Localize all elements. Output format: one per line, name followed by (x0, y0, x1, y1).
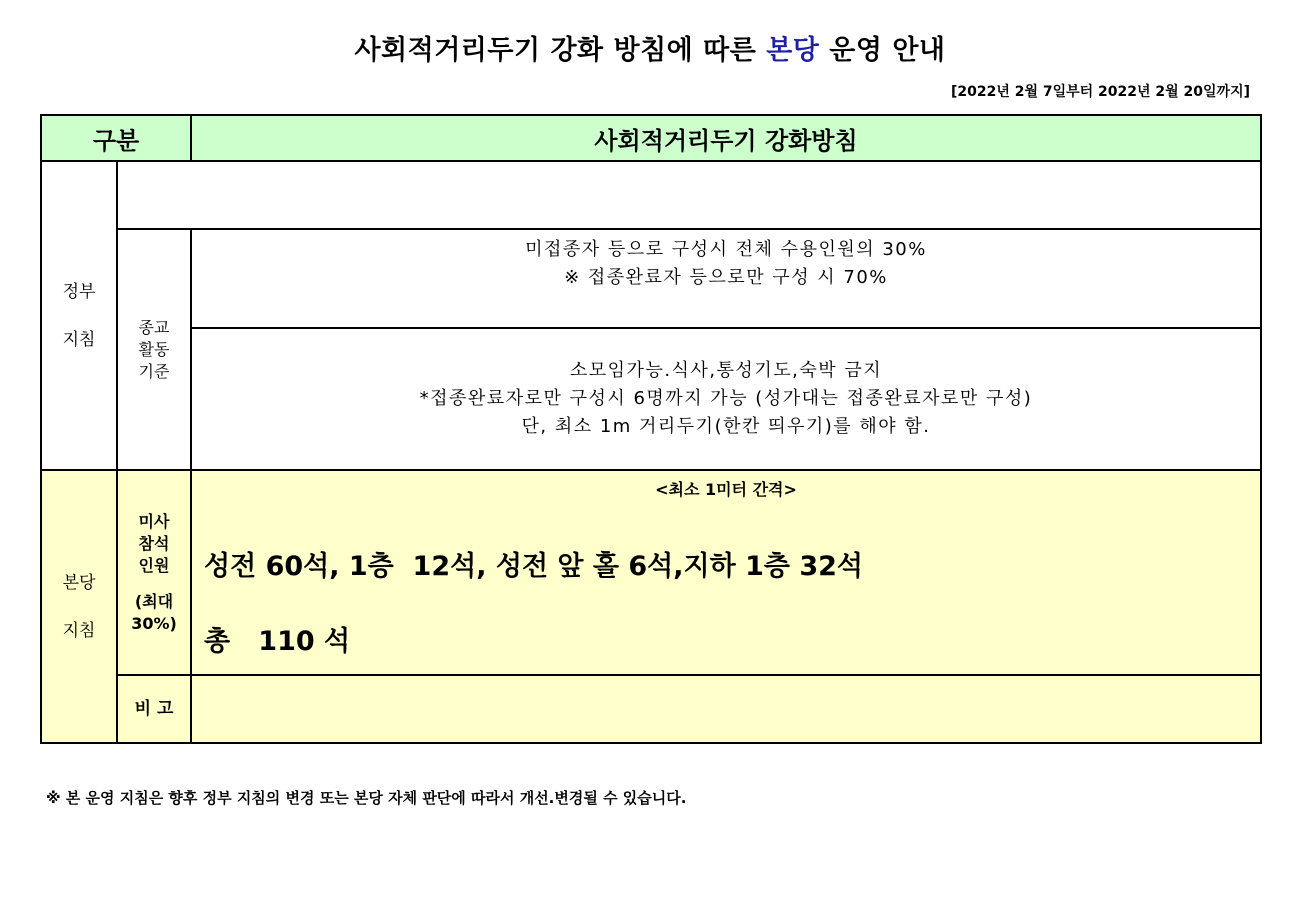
activity-cell (191, 328, 1261, 470)
government-activity-row (41, 328, 1261, 470)
religion-label-cell (117, 229, 191, 470)
header-row (41, 115, 1261, 161)
government-label-cell (41, 161, 117, 470)
remarks-cell (191, 675, 1261, 743)
seats-line: 성전 60석, 1층 12석, 성전 앞 홀 6석,지하 1층 32석 (204, 551, 863, 582)
government-capacity-row (41, 229, 1261, 328)
parish-remarks-row (41, 675, 1261, 743)
religion-label-1: 종교 (138, 317, 170, 337)
title-after: 운영 안내 (819, 35, 946, 66)
activity-line-2: *접종완료자로만 구성시 6명까지 가능 (성가대는 접종완료자로만 구성) (419, 388, 1033, 409)
title-before: 사회적거리두기 강화 방침에 따른 (354, 35, 767, 66)
spacing-note: <최소 1미터 간격> (655, 480, 797, 499)
religion-label-2: 활동 (138, 339, 170, 359)
capacity-line-2: ※ 접종완료자 등으로만 구성 시 70% (564, 267, 888, 288)
parish-label-1: 본당 (62, 572, 96, 593)
mass-label-cell (117, 470, 191, 675)
guideline-table (40, 114, 1262, 744)
government-empty-cell (117, 161, 1261, 229)
total-line: 총 110 석 (204, 626, 351, 657)
mass-max-label-1: (최대 (134, 591, 174, 611)
activity-line-1: 소모임가능.식사,통성기도,숙박 금지 (569, 360, 883, 381)
government-empty-row (41, 161, 1261, 229)
parish-label-2: 지침 (62, 620, 96, 641)
header-category: 구분 (41, 115, 191, 161)
mass-max-label-2: 30%) (131, 613, 177, 633)
parish-seats-row (41, 470, 1261, 675)
parish-label-cell (41, 470, 117, 743)
activity-line-3: 단, 최소 1m 거리두기(한칸 띄우기)를 해야 함. (521, 416, 931, 437)
mass-label-3: 인원 (138, 555, 170, 575)
remarks-label: 비 고 (117, 675, 191, 743)
government-label-1: 정부 (62, 281, 96, 302)
header-policy: 사회적거리두기 강화방침 (191, 115, 1261, 161)
mass-label-2: 참석 (138, 533, 170, 553)
government-label-2: 지침 (62, 329, 96, 350)
capacity-line-1: 미접종자 등으로 구성시 전체 수용인원의 30% (525, 239, 927, 260)
seats-cell (191, 470, 1261, 675)
mass-label-1: 미사 (138, 511, 170, 531)
capacity-cell (191, 229, 1261, 328)
period-label: [2022년 2월 7일부터 2022년 2월 20일까지] (950, 84, 1250, 100)
title-highlight: 본당 (766, 35, 820, 66)
footnote: ※ 본 운영 지침은 향후 정부 지침의 변경 또는 본당 자체 판단에 따라서 개선.변경될 수 있습니다. (46, 789, 687, 807)
religion-label-3: 기준 (138, 361, 170, 381)
page-title (0, 28, 1300, 67)
